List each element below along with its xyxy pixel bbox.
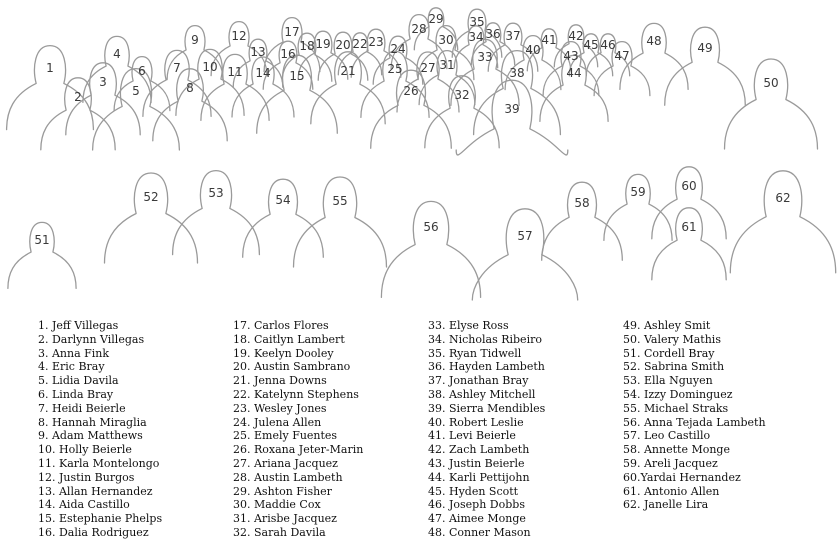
figure-number: 31: [439, 58, 455, 72]
figure-number: 15: [289, 69, 305, 83]
legend-entry: 19. Keelyn Dooley: [233, 346, 334, 360]
figure-number: 18: [299, 39, 315, 53]
legend-entry: 20. Austin Sambrano: [233, 360, 351, 374]
legend-entry: 53. Ella Nguyen: [623, 374, 713, 388]
figure-number: 55: [332, 194, 348, 208]
figure-number: 56: [423, 220, 439, 234]
figure-number: 12: [231, 29, 247, 43]
legend-entry: 61. Antonio Allen: [623, 484, 720, 498]
figure-number: 57: [517, 229, 533, 243]
figure-number: 54: [275, 193, 291, 207]
person-outline-54: [243, 179, 324, 257]
legend-entry: 33. Elyse Ross: [428, 319, 509, 332]
figure-number: 51: [34, 233, 50, 247]
legend-entry: 35. Ryan Tidwell: [428, 346, 522, 360]
figure-number: 24: [390, 42, 406, 56]
person-outline-57: [472, 209, 577, 300]
legend-entry: 10. Holly Beierle: [38, 443, 132, 457]
figure-number: 40: [525, 43, 541, 57]
figure-number: 60: [681, 179, 697, 193]
figure-number: 26: [403, 84, 419, 98]
legend-entry: 62. Janelle Lira: [623, 498, 709, 512]
figure-number: 27: [420, 61, 436, 75]
figure-number: 46: [600, 38, 616, 52]
legend-entry: 56. Anna Tejada Lambeth: [623, 415, 766, 429]
legend-entry: 51. Cordell Bray: [623, 346, 715, 360]
legend-entry: 32. Sarah Davila: [233, 525, 326, 539]
legend-entry: 47. Aimee Monge: [428, 512, 526, 526]
legend-entry: 40. Robert Leslie: [428, 415, 524, 429]
figure-number: 30: [438, 33, 454, 47]
figure-number: 44: [566, 66, 582, 80]
legend-entry: 58. Annette Monge: [623, 443, 730, 457]
legend-entry: 6. Linda Bray: [38, 387, 114, 401]
figure-numbers: [34, 12, 790, 247]
figure-number: 53: [208, 186, 224, 200]
legend-entry: 39. Sierra Mendibles: [428, 401, 546, 415]
person-outline-58: [542, 182, 623, 260]
legend-entry: 2. Darlynn Villegas: [38, 332, 145, 346]
figure-number: 49: [697, 41, 713, 55]
legend-column-3: [428, 319, 545, 540]
figure-number: 29: [428, 12, 444, 26]
legend-entry: 11. Karla Montelongo: [38, 456, 160, 470]
legend-entry: 49. Ashley Smit: [623, 319, 711, 332]
legend-entry: 42. Zach Lambeth: [428, 443, 530, 457]
legend-column-2: [233, 319, 363, 540]
legend-entry: 8. Hannah Miraglia: [38, 415, 147, 429]
person-outline-61: [652, 208, 726, 280]
figure-number: 6: [138, 64, 146, 78]
legend-entry: 17. Carlos Flores: [233, 319, 329, 332]
figure-number: 3: [99, 75, 107, 89]
figure-number: 16: [280, 47, 296, 61]
figure-number: 42: [568, 29, 584, 43]
legend-entry: 44. Karli Pettijohn: [428, 470, 530, 484]
legend-entry: 12. Justin Burgos: [38, 470, 135, 484]
figure-number: 33: [477, 50, 493, 64]
legend-entry: 48. Conner Mason: [428, 525, 531, 539]
legend-entry: 59. Areli Jacquez: [623, 456, 718, 470]
figure-number: 58: [574, 196, 590, 210]
figure-number: 4: [113, 47, 121, 61]
person-outline-8: [153, 69, 227, 141]
legend-entry: 43. Justin Beierle: [428, 456, 525, 470]
figure-number: 23: [368, 35, 384, 49]
figure-number: 52: [143, 190, 159, 204]
person-outline-49: [665, 27, 746, 105]
figure-number: 20: [335, 38, 351, 52]
legend-entry: 54. Izzy Dominguez: [623, 387, 733, 401]
figure-number: 25: [387, 62, 403, 76]
legend-entry: 28. Austin Lambeth: [233, 470, 343, 484]
figure-number: 8: [186, 81, 194, 95]
figure-number: 9: [191, 33, 199, 47]
figure-number: 35: [469, 15, 485, 29]
legend-entry: 14. Aida Castillo: [38, 498, 130, 512]
figure-number: 34: [468, 30, 484, 44]
figure-number: 19: [315, 37, 331, 51]
person-outline-1: [7, 46, 94, 130]
legend-entry: 31. Arisbe Jacquez: [233, 512, 337, 526]
legend-entry: 29. Ashton Fisher: [233, 484, 332, 498]
figure-number: 7: [173, 61, 181, 75]
legend-entry: 15. Estephanie Phelps: [38, 512, 163, 526]
legend-entry: 30. Maddie Cox: [233, 498, 321, 512]
person-outline-32: [425, 76, 499, 148]
figure-number: 1: [46, 61, 54, 75]
figure-number: 59: [630, 185, 646, 199]
figure-number: 37: [505, 29, 521, 43]
figure-number: 39: [504, 102, 520, 116]
legend-entry: 7. Heidi Beierle: [38, 401, 126, 415]
figure-number: 48: [646, 34, 662, 48]
person-outline-62: [730, 171, 835, 273]
legend-entry: 57. Leo Castillo: [623, 429, 711, 443]
legend-entry: 1. Jeff Villegas: [38, 319, 119, 332]
legend-entry: 4. Eric Bray: [38, 360, 105, 374]
figure-number: 45: [583, 38, 599, 52]
figure-number: 41: [541, 33, 557, 47]
legend-entry: 26. Roxana Jeter-Marin: [233, 443, 364, 457]
figure-number: 21: [340, 64, 356, 78]
legend-entry: 27. Ariana Jacquez: [233, 456, 338, 470]
legend-entry: 3. Anna Fink: [38, 346, 110, 360]
person-outline-53: [173, 171, 260, 255]
figure-number: 10: [202, 60, 218, 74]
legend-entry: 18. Caitlyn Lambert: [233, 332, 345, 346]
legend-entry: 52. Sabrina Smith: [623, 360, 725, 374]
legend-column-4: [623, 319, 766, 512]
figure-number: 22: [352, 37, 368, 51]
figure-number: 61: [681, 220, 697, 234]
legend-entry: 21. Jenna Downs: [233, 374, 327, 388]
figure-number: 62: [775, 191, 791, 205]
legend-entry: 24. Julena Allen: [233, 415, 322, 429]
legend-entry: 55. Michael Straks: [623, 401, 729, 415]
legend-entry: 16. Dalia Rodriguez: [38, 525, 149, 539]
legend-entry: 37. Jonathan Bray: [428, 374, 529, 388]
figure-number: 32: [454, 88, 470, 102]
person-outline-56: [381, 201, 480, 297]
figure-number: 50: [763, 76, 779, 90]
legend-entry: 41. Levi Beierle: [428, 429, 516, 443]
figure-number: 36: [485, 27, 501, 41]
figure-number: 17: [284, 25, 300, 39]
legend-entry: 45. Hyden Scott: [428, 484, 519, 498]
figure-number: 14: [255, 66, 271, 80]
legend-entry: 13. Allan Hernandez: [38, 484, 153, 498]
legend-entry: 38. Ashley Mitchell: [428, 387, 536, 401]
figure-number: 11: [227, 65, 243, 79]
legend-entry: 22. Katelynn Stephens: [233, 387, 359, 401]
figure-number: 13: [250, 45, 266, 59]
person-outline-52: [105, 173, 198, 263]
legend-entry: 5. Lidia Davila: [38, 374, 119, 388]
legend-entry: 25. Emely Fuentes: [233, 429, 338, 443]
legend-entry: 9. Adam Matthews: [38, 429, 143, 443]
legend-entry: 50. Valery Mathis: [623, 332, 721, 346]
figure-number: 38: [509, 66, 525, 80]
legend-column-1: [38, 319, 162, 540]
legend-entry: 36. Hayden Lambeth: [428, 360, 545, 374]
figure-number: 2: [74, 90, 82, 104]
legend-entry: 23. Wesley Jones: [233, 401, 327, 415]
legend-entry: 46. Joseph Dobbs: [428, 498, 525, 512]
figure-number: 28: [411, 22, 427, 36]
figure-number: 43: [563, 49, 579, 63]
figure-number: 5: [132, 84, 140, 98]
person-outline-50: [725, 59, 818, 149]
legend-entry: 34. Nicholas Ribeiro: [428, 332, 542, 346]
legend-entry: 60.Yardai Hernandez: [623, 470, 741, 484]
figure-number: 47: [614, 49, 630, 63]
